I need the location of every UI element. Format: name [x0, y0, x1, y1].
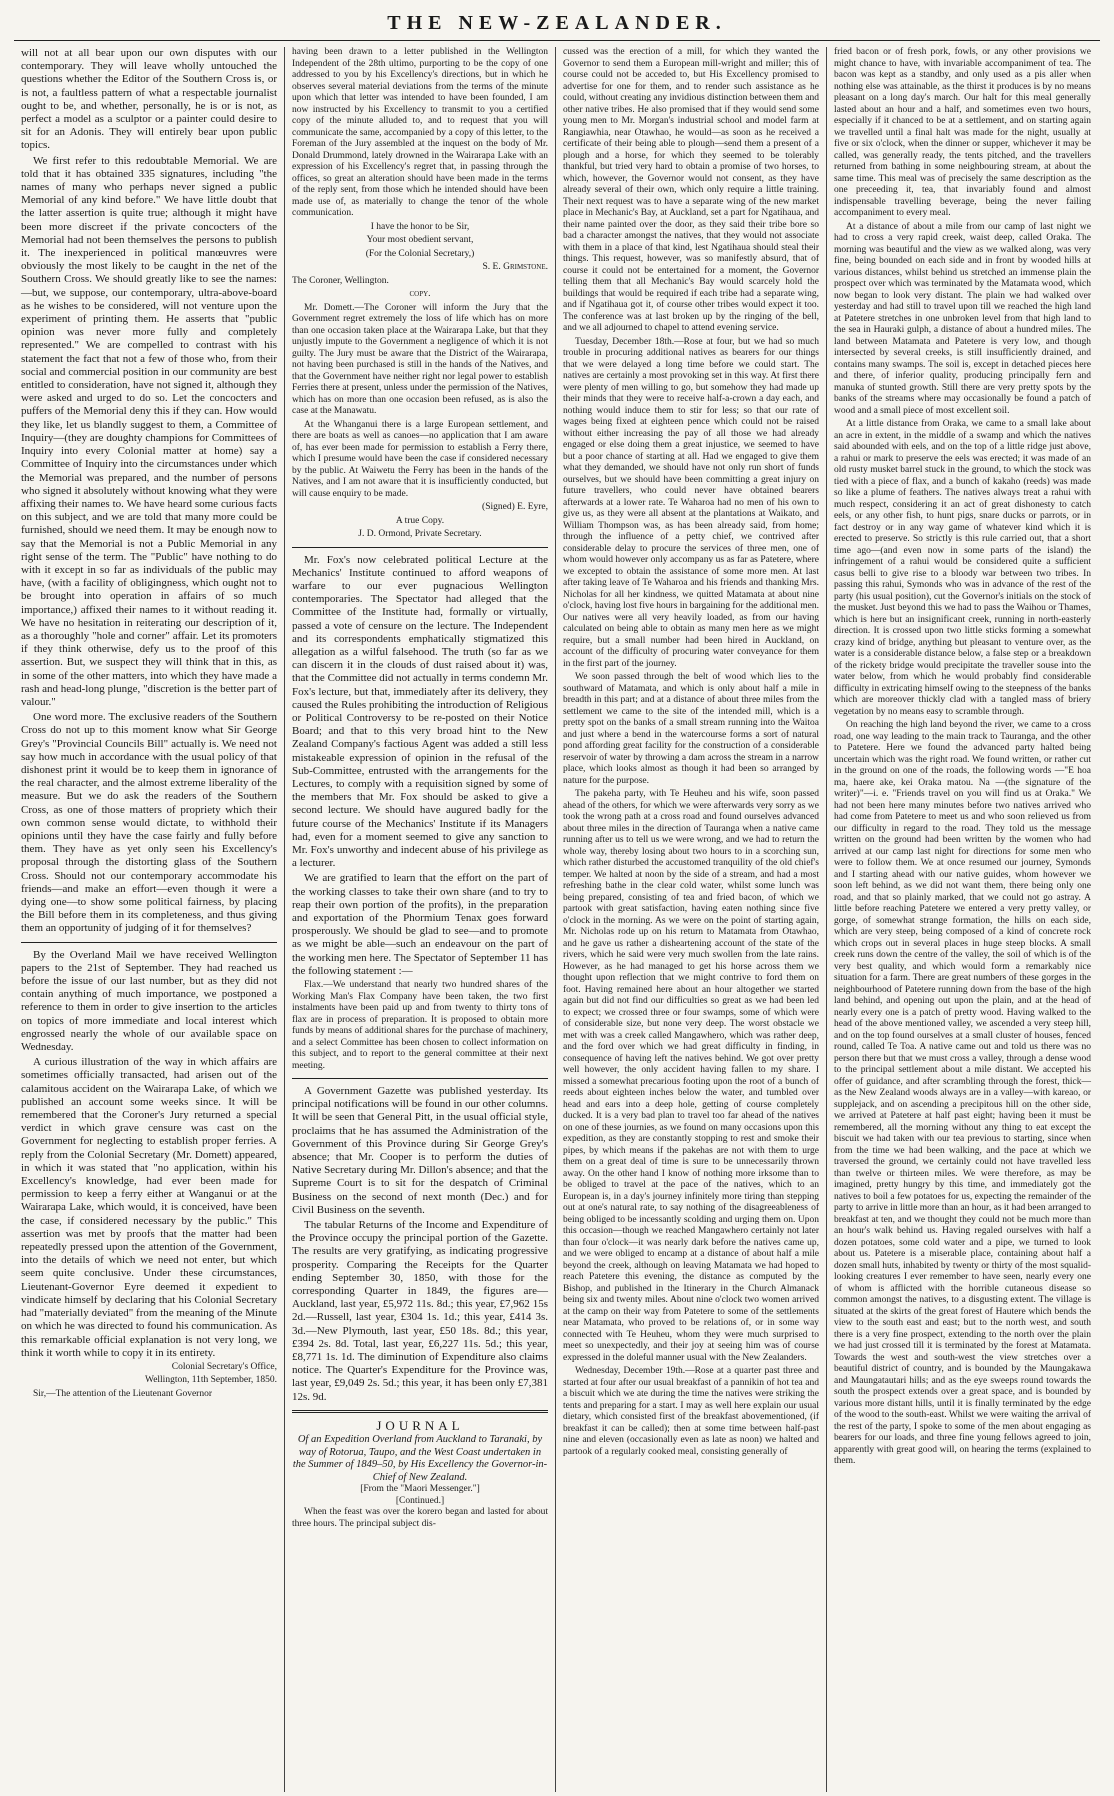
section-divider: [292, 1410, 548, 1413]
minute-paragraph: At the Whanganui there is a large European settlement, and there are boats as well as canoes—no application that I am aware of, has ever been made for permission to establish a Ferry there, which I presume would have been the case if considered necessary by the public. At Waiwetu the Ferry has been in the hands of the Natives, and I am not aware that it is insufficiently conducted, but will cause enquiry to be made.: [292, 419, 548, 499]
journal-paragraph: Wednesday, December 19th.—Rose at a quarter past three and started at four after our usual breakfast of a pannikin of hot tea and a biscuit which we ate during the time the natives were striking the tents and preparing for a start. I may as well here explain our usual dietary, which consisted first of the breakfast abovementioned, (if breakfast it can be called); then at some time between half-past nine and eleven (occasionally even as late as noon) we halted and partook of a regularly cooked meal, consisting generally of: [563, 1366, 819, 1457]
article-paragraph: We are gratified to learn that the effort on the part of the working classes to take their own share (and to try to reap their own portion of the profits), in the preparation and exportation of the Phormium Tenax goes forward prosperously. We should be glad to see—and to promote as we might be able—such an endeavour on the part of the working men here. The Spectator of September 11 has the following statement :—: [292, 872, 548, 977]
quoted-paragraph: Flax.—We understand that nearly two hundred shares of the Working Man's Flax Company have been taken, the two first instalments have been paid up and from twenty to thirty tons of flax are in process of preparation. It is proposed to obtain more funds by means of additional shares for the purchase of machinery, and a select Committee has been chosen to collect information on this subject, and to report to the general committee at their next meeting.: [292, 980, 548, 1071]
article-paragraph: The tabular Returns of the Income and Expenditure of the Province occupy the principal portion of the Gazette. The results are very gratifying, as indicating progressive prosperity. Comparing the Receipts for the Quarter ending September 30, 1850, with those for the corresponding Quarter in 1849, the figures are—Auckland, last year, £5,972 11s. 8d.; this year, £7,962 15s 2d.—Russell, last year, £304 1s. 1d.; this year, £414 3s. 3d.—New Plymouth, last year, £50 18s. 8d.; this year, £394 2s. 8d. Total, last year, £6,227 11s. 5d.; this year, £8,771 1s. 1d. The diminution of Expenditure also claims notice. The Quarter's Expenditure for the Province was, last year, £9,049 2s. 5d.; this year, it has been only £7,381 12s. 9d.: [292, 1219, 548, 1403]
true-copy-line: J. D. Ormond, Private Secretary.: [358, 529, 482, 539]
letter-signature-line: Colonial Secretary's Office,: [171, 1361, 277, 1372]
letter-closing: Your most obedient servant,: [366, 235, 474, 245]
column-4: [827, 47, 1098, 1792]
letter-signatory: S. E. Grimstone.: [482, 262, 548, 272]
column-2: [285, 47, 556, 1792]
article-paragraph: A Government Gazette was published yesterday. Its principal notifications will be found in our other columns. It will be seen that General Pitt, in the usual official style, proclaims that he has assumed the Administration of the Government of this Province during Sir George Grey's absence; that Mr. Cooper is to perform the duties of Native Secretary during Mr. Dillon's absence; and that the Supreme Court is to sit for the despatch of Criminal Business on the second of next month (Dec.) and for Civil Business on the seventh.: [292, 1085, 548, 1216]
true-copy-line: A true Copy.: [395, 515, 445, 526]
journal-paragraph: We soon passed through the belt of wood which lies to the southward of Matamata, and which is only about half a mile in breadth in this part; and at a distance of about three miles from the settlement we came to the site of the intended mill, which is a pretty spot on the banks of a small stream running into the Waitoa and just where a bend in the watercourse forms a sort of natural pond affording great facility for the construction of a considerable reservoir of water by throwing a dam across the stream in a narrow place, which looks almost as though it had been so arranged by nature for the purpose.: [563, 672, 819, 786]
letter-addressee: The Coroner, Wellington.: [292, 275, 389, 286]
journal-paragraph: Tuesday, December 18th.—Rose at four, but we had so much trouble in procuring additional natives as bearers for our things that we were delayed a long time before we could start. The natives are certainly a most provoking set in this way. At first there were plenty of men willing to go, but somehow they had made up their minds that they were to receive half-a-crown a day each, and nothing would induce them to stir for less; so that our rate of wages being fixed at eighteen pence which could not be raised without either increasing the pay of all those we had already engaged or else doing them a great injustice, we seemed to have but a poor chance of starting at all. Had we engaged to give them what they demanded, we should have not only run short of funds ourselves, but we should have been committing a great injury on future travellers, who could never have obtained bearers afterwards at a lower rate. Te Waharoa had no men of his own to give us, as they were all absent at the plantations at Waikato, and William Thompson was, as has been already said, from home; through the influence of a petty chief, we contrived after considerable delay to procure the services of three men, one of whom would however only accompany us as far as Patetere, where we excepted to obtain the assistance of some more men. At last after taking leave of Te Waharoa and his friends and thanking Mrs. Nicholas for all her kindness, we quitted Matamata at about nine o'clock, having lost five hours in bargaining for the additional men. Our natives were all very heavily loaded, as from our having calculated on being able to obtain as many men here as we might require, but a small number had been hired in Auckland, on account of the difficulty of procuring water conveyance for them in the first part of the journey.: [563, 336, 819, 669]
article-paragraph: We first refer to this redoubtable Memorial. We are told that it has obtained 335 signatures, including "the names of many who perhaps never signed a public Memorial of any kind before." We have little doubt that the latter assertion is quite true; although it might have been more discreet if the private concocters of the Memorial had not been themselves the persons to publish it. The inexperienced in political manœuvres were obviously the most likely to be caught in the net of the Southern Cross. We should greatly like to see the names:—but, we suppose, our contemporary, ultra-above-board as he wishes to be considered, will not venture upon the experiment of printing them. He asserts that "public opinion was never more fully and completely represented." We are compelled to contrast with his statement the fact that not a few of those who, from their social and commercial position in our community are best entitled to consideration, have not signed it, although they were asked and urged to do so. Let the concocters and puffers of the Memorial deny this if they can. How would they like, let us blandly suggest to them, a Committee of Inquiry—(they are doughty champions for Committees of Inquiry into every Colonial matter at home) say a Committee of Inquiry into the circumstances under which the Memorial was prepared, and the number of persons who signed it absolutely without knowing what they were affixing their names to. We have heard some curious facts on this subject, and we are told that many more could be furnished, should we need them. It may be enough now to say that the Memorial is not a Public Memorial in any right sense of the term. The "Public" have nothing to do with it except in so far as individuals of the public may have, (with a facility of obligingness, which ought not to be brought into operation in affairs of so much importance,) affixed their names to it without reading it. We have no hesitation in reiterating our description of it, as a thoroughly "hole and corner" affair. Let its promoters if they think otherwise, defy us to the proof of this assertion. But, we suspect they will think that in this, as in some of the other matters, into which they have made a rash and head-long plunge, "discretion is the better part of valour.": [21, 154, 277, 708]
copy-heading: copy.: [409, 289, 431, 299]
article-divider: [292, 1078, 548, 1079]
article-paragraph: A curious illustration of the way in which affairs are sometimes officially transacted, had arisen out of the calamitous accident on the Wairarapa Lake, of which we published an account some weeks since. It will be remembered that the Coroner's Jury returned a special verdict in which grave censure was cast on the Government for neglecting to establish proper ferries. A reply from the Colonial Secretary (Mr. Domett) appeared, in which it was stated that "no application, within his Excellency's knowledge, had ever been made for permission to keep a ferry either at Wanganui or at the Wairarapa Lake, which would, it is conceived, have been the case, if considered necessary by the public." This assertion was met by proofs that the matter had been repeatedly pressed upon the attention of the Government, into the details of which we need not enter, but which seem quite conclusive. Under these circumstances, Lieutenant-Governor Eyre deemed it expedient to vindicate himself by declaring that his Colonial Secretary had "materially deviated" from the meaning of the Minute on which he was directed to found his communication. As this remarkable official explanation is not very long, we think it worth while to copy it in its entirety.: [21, 1056, 277, 1359]
article-divider: [21, 942, 277, 943]
journal-paragraph: fried bacon or of fresh pork, fowls, or any other provisions we might chance to have, with invariable accompaniment of tea. The bacon was kept as a standby, and only used as a pis aller when nothing else was attainable, as the thirst it produces is by no means pleasant on a long day's march. Our halt for this meal generally lasted about an hour and a half, and sometimes even two hours, especially if it chanced to be at a settlement, and on starting again we travelled until a final halt was made for the night, usually at five or six o'clock, when the dinner or supper, whichever it may be called, was generally ready, the tents pitched, and the travellers returned from bathing in some neighbouring stream, at about the same time. This meal was of precisely the same description as the one preceeding it, tea, that invariably found and almost indispensable travelling beverage, being the never failing accompaniment to every meal.: [834, 47, 1091, 218]
article-paragraph: One word more. The exclusive readers of the Southern Cross do not up to this moment know what Sir George Grey's "Provincial Councils Bill" actually is. We need not say how much in accordance with the usual policy of that dishonest print it would be to keep them in ignorance of the real character, and the almost extreme liberality of the measure. But we do ask the readers of the Southern Cross, as one of those matters of propriety which their own common sense would dictate, to withhold their opinions until they have the case fairly and fully before them. They have as yet only seen his Excellency's proposal through the distorting glass of the Southern Cross. Should not our contemporary accommodate his friends—and make an effort—even though it were a dying one—to show some political fairness, by placing the Bill before them in its completeness, and thus giving them an opportunity of judging of it for themselves?: [21, 711, 277, 935]
columns: [14, 47, 1100, 1792]
journal-paragraph: At a distance of about a mile from our camp of last night we had to cross a very rapid creek, waist deep, called Oraka. The morning was beautiful and the view as we walked along, was very fine, being bounded on each side and in front by wooded hills at various distances, whilst behind us stretched an immense plain the prospect over which was terminated by the Matamata wood, which now began to look very distant. The plain we had walked over yesterday and had still to travel upon till we reached the high land at Patetere stretches in one unbroken level from that high land to the sea in Hauraki gulph, a distance of about a hundred miles. The land between Matamata and Patetere is very low, and though intersected by several creeks, is still insufficiently drained, and contains many swamps. The soil is, except in detached pieces here and there, of inferior quality, producing principally fern and manuka of stunted growth. Still there are very pretty spots by the banks of the streams where may occasionally be found a patch of wood and a small piece of most excellent soil.: [834, 221, 1091, 416]
minute-signature: (Signed) E. Eyre,: [482, 502, 548, 512]
journal-paragraph: cussed was the erection of a mill, for which they wanted the Governor to send them a European mill-wright and miller; this of course could not be acceded to, but His Excellency promised to advertise for one for them, and to render such assistance as he could, without creating any invidious distinction between them and other native tribes. He also promised that if they would send some young men to Mr. Morgan's industrial school and model farm at Rangiawhia, near Otawhao, he would—as soon as he received a certificate of their being able to plough—send them a present of a plough and a horse, for which they seemed to be tolerably thankful, but tried very hard to obtain a promise of two horses, to which, however, the Governor would not consent, as they have already several of their own, which only require a little training. Their next request was to have a separate wing of the new market place in Mechanic's Bay, at Auckland, set a part for Ngatihaua, and their name painted over the door, as they said their tribe bore so bad a character amongst the natives, that they would not associate with them in a place of that kind, lest Ngatihaua should steal their things. This request, however, was so manifestly absurd, that of course it could not be entertained for a moment, the Governor telling them that all Mechanic's Bay would scarcely hold the buildings that would be required if each tribe had a separate wing, and if Ngatihaua got it, of course other tribes would expect it too. The conference was at last broken up by the ringing of the bell, and we all adjourned to chapel to attend evening service.: [563, 47, 819, 333]
minute-paragraph: Mr. Domett.—The Coroner will inform the Jury that the Government regret extremely the loss of life which has on more than one occasion taken place at the Wairarapa Lake, but that they unjustly impute to the Government a negligence of which it is not guilty. The Jury must be aware that the District of the Wairarapa, not having been purchased is still in the hands of the Natives, and that the Government have neither right nor legal power to establish Ferries there at present, unless under the permission of the Natives, which has on more than one occasion been refused, as is also the case at the Manawatu.: [292, 302, 548, 416]
article-paragraph: will not at all bear upon our own disputes with our contemporary. They will leave wholly untouched the questions whether the Editor of the Southern Cross is, or is not, a faultless pattern of what a respectable journalist ought to be, and whether, personally, he is or is not, as perfect a model as a sculptor or a painter could desire to sit for an Adonis. They will entirely bear upon public topics.: [21, 47, 277, 152]
journal-heading: JOURNAL: [376, 1417, 464, 1433]
article-divider: [292, 547, 548, 548]
column-3: [556, 47, 827, 1792]
journal-paragraph: When the feast was over the korero began and lasted for about three hours. The principal subject dis-: [292, 1507, 548, 1529]
article-paragraph: Mr. Fox's now celebrated political Lecture at the Mechanics' Institute continued to afford weapons of warfare to our ever pugnacious Wellington contemporaries. The Spectator had alleged that the Committee of the Institute had, formally or virtually, passed a vote of censure on the lecture. The Independent and its correspondents emphatically stigmatized this allegation as a wilful falsehood. The truth (so far as we can discern it in the clouds of dust raised about it) was, that the Committee did not actually in terms condemn Mr. Fox's lecture, but that, immediately after its delivery, they caused the Rules prohibiting the introduction of Religious or Political Controversy to be re-posted on their Notice Board; and that to this very broad hint to the New Zealand Company's factious Agent was added a still less mistakeable expression of opinion in the refusal of the Sub-Committee, entrusted with the arrangements for the Lectures, to comply with a requisition signed by some of the members that Mr. Fox should be asked to give a second lecture. We should have augured badly for the future course of the Mechanics' Institute if its Managers had, even for a moment seemed to give any sanction to Mr. Fox's unworthy and indecent abuse of his privilege as a lecturer.: [292, 553, 548, 870]
letter-signature-line: Wellington, 11th September, 1850.: [144, 1375, 277, 1386]
letter-paragraph: Sir,—The attention of the Lieutenant Governor: [33, 1388, 213, 1399]
journal-continued: [Continued.]: [395, 1495, 445, 1506]
journal-source: [From the "Maori Messenger."]: [360, 1484, 480, 1495]
journal-paragraph: At a little distance from Oraka, we came to a small lake about an acre in extent, in the middle of a swamp and which the natives said abounded with eels, and on the top of a little ridge just above, a rahui or mark to preserve the eels was erected; it was made of an old rusty musket barrel stuck in the ground, to which the stock was tied with a piece of flax, and a bunch of kakaho (reeds) was made so like a plume of feathers. The natives always treat a rahui with much respect, considering it an act of great dishonesty to catch eels, or any other fish, to hunt pigs, snare ducks or parrots, or in fact destroy or in any way game of whatever kind which it is erected to preserve. So strictly is this rule carried out, that a short time ago—(and even now in some parts of the island) the infringement of a rahui would be considered quite a sufficient casus belli to give rise to a bloody war between two tribes. In passing this rahui, Symonds who was in advance of the rest of the party (his usual position), cut the Governor's initials on the stock of the musket. Just beyond this we had to pass the Waihou or Thames, which is here but an insignificant creek, running in north-easterly direction. It is crossed upon two little sticks forming a somewhat crazy kind of bridge, anything but pleasant to venture over, as the water is a considerable distance below, a false step or a breakdown of the rickety bridge would precipitate the traveller souse into the water below, from which he would probably find considerable difficulty in extricating himself owing to the steepness of the banks which are moreover thickly clad with a tangled mass of briery vegetation by no means easy to scramble through.: [834, 419, 1091, 717]
journal-subheading: Of an Expedition Overland from Auckland to Taranaki, by way of Rotorua, Taupo, and the West Coast undertaken in the Summer of 1849–50, by His Excellency the Governor-in-Chief of New Zealand.: [292, 1434, 548, 1483]
journal-paragraph: On reaching the high land beyond the river, we came to a cross road, one way leading to the main track to Tauranga, and the other to Patetere. Here we found the advanced party halted being uncertain which was the right road. We found written, or rather cut in the ground on one of the roads, the following words —"E hoa ma, haere ake, kei Oraka matou. Na —(the signature of the writer)"—i. e. "Friends travel on you will find us at Oraka." We had not been here many minutes before two natives arrived who had come from Patetere to meet us and who soon relieved us from our difficulty in regard to the road. They told us the message written on the ground had been written by the women who had arrived at our camp last night for directions for some men who were to follow them. We at once resumed our journey, Symonds and I starting ahead with our native guides, whom however we soon left behind, as we did not want them, there being only one road, and that so plainly marked, that we could not go astray. A little before reaching Patetere we entered a very pretty valley, or gorge, of somewhat strange formation, the hills on each side, which are very steep, being composed of a kind of concrete rock which crops out in several places in huge steep blocks. A small creek runs down the centre of the valley, the soil of which is of the very best quality, and which would form a remarkably nice situation for a farm. There are great numbers of these gorges in the neighbourhood of Patetere running down from the base of the high land behind, and opening out upon the plain, and at the head of nearly every one is a patch of pretty wood. Having walked to the head of the above mentioned valley, we ascended a very steep hill, and on the top found ourselves at a small cluster of houses, fenced round, called Te Toa. A native came out and told us there was no person there but that we must cross a valley, through a dense wood to the principal settlement about a mile distant. We accepted his offer of guidance, and after scrambling through the forest, thick—as the New Zealand woods always are in a valley—with kareao, or supplejack, and on ascending a precipitous hill on the other side, we arrived at Patetere at half past eight; having been it must be remembered, all the morning without any thing to eat except the biscuit we had taken with our tea previous to starting, since when from the time we had been walking, and the pace at which we traversed the ground, we certainly could not have travelled less than twelve or thirteen miles. We were therefore, as may be imagined, pretty hungry by this time, and immediately got the natives to boil a few potatoes for us, expecting the remainder of the party to arrive in little more than an hour, as it had been arranged to breakfast at ten, and we thought they could not be much more than an hour's walk behind us. Having regaled ourselves with half a dozen potatoes, some cold water and a pipe, we turned to look about us. Patetere is a miserable place, containing about half a dozen small huts, inhabited by twenty or thirty of the most squalid-looking creatures I ever remember to have seen, nearly every one of whom is afflicted with the horrible cutaneous disease so common amongst the natives, to a disgusting extent. The village is situated at the skirts of the great forest of Hautere which bends the view to the south east and east; but to the north west, and south there is a very fine prospect, extending to the north over the plain we had just crossed till it is terminated by the forest at Matamata. Towards the west and south-west the view stretches over a beautiful district of country, and is bounded by the Maungakawa and Maungatautari hills; and as the eye sweeps round towards the south the prospect extends over a great space, and is bounded by various more distant hills, until it is finally terminated by the edge of the wood to the south-east. Whilst we were waiting the arrival of the rest of the party, I spoke to some of the men about engaging as bearers for our loads, and three fine young fellows agreed to join, apparently with great good will, on hearing the terms (explained to them.: [834, 720, 1091, 1466]
letter-paragraph: having been drawn to a letter published in the Wellington Independent of the 28th ultimo, purporting to be the copy of one addressed to you by his Excellency's directions, but in which he observes several material deviations from the terms of the minute upon which that letter was intended to have been founded, I am now instructed by his Excellency to transmit to you a certified copy of the minute alluded to, and to request that you will communicate the same, accompanied by a copy of this letter, to the Foreman of the Jury assembled at the inquest on the body of Mr. Donald Drummond, lately drowned in the Wairarapa Lake with an expression of his Excellency's regret that, in passing through the offices, so great an alteration should have been made in the terms of the reply sent, from those which he intended should have been made use of, as materially to change the tenor of the whole communication.: [292, 47, 548, 218]
newspaper-title: THE NEW-ZEALANDER.: [387, 11, 727, 34]
letter-closing: I have the honor to be Sir,: [370, 221, 470, 232]
letter-closing: (For the Colonial Secretary,): [365, 248, 475, 259]
journal-paragraph: The pakeha party, with Te Heuheu and his wife, soon passed ahead of the others, for which we were afterwards very sorry as we took the wrong path at a cross road and found ourselves advanced about three miles in the direction of Tauranga when a native came running after us to tell us we were wrong, and we had to return the whole way, thereby losing about two hours to in a scorching sun, which rather disturbed the accustomed tranquility of the old chief's temper. We halted at noon by the side of a stream, and had a most refreshing bathe in the clear cold water, whilst some lunch was being prepared, consisting of tea and fried bacon, of which we partook with great satisfaction, having eaten nothing since five o'clock in the morning. As we were on the point of starting again, Mr. Nicholas rode up on his return to Matamata from Otawhao, and he gave us rather a disheartening account of the state of the rivers, which he said were very much swollen from the late rains. However, as he had managed to get his horse across them we thought upon reflection that we might contrive to ford them on foot. Having remained here about an hour altogether we started again but did not find our difficulties so great as we had been led to expect; we crossed three or four swamps, some of which were of considerable size, but none very deep. The worst obstacle we met with was a creek called Mangawhero, which was rather deep, and the ford over which we had great difficulty in finding, in consequence of having left the natives behind. We got over pretty well however, the only accident having fallen to my share. I missed a somewhat precarious footing upon the root of a bunch of reeds about eighteen inches below the water, and tumbled over head and ears into a deep hole, getting of course completely ducked. It is a very bad plan to travel too far ahead of the natives on one of these journies, as we found on many occasions upon this expedition, as they are constantly stopping to rest and smoke their pipes, by which means if the pakehas are not with them to urge them on a great deal of time is sure to be unnecessarily thrown away. On the other hand I know of nothing more irksome than to be obliged to travel at the pace of the natives, which to an European is, in a day's journey infinitely more tiring than stepping out at one's natural rate, to say nothing of the disagreeableness of being obliged to be incessantly scolding and urging them on. Upon this occasion—though we reached Mangawhero certainly not later than four o'clock—it was nearly dark before the natives came up, and we were obliged to encamp at a distance of about half a mile beyond the creek, although on leaving Matamata we had hoped to reach Patetere this evening, the distance as computed by the Bishop, and published in the Itinerary in the Church Almanack being six and twenty miles. About nine o'clock two women arrived at the camp on their way from Patetere to some of the settlements near Matamata, who proved to be relations of, or in some way connected with Te Heuheu, whom they were much surprised to meet so unexpectedly, and their joy at seeing him was of course expressed in the doleful manner usual with the New Zealanders.: [563, 789, 819, 1363]
masthead: [14, 6, 1100, 41]
column-1: [14, 47, 285, 1792]
article-paragraph: By the Overland Mail we have received Wellington papers to the 21st of September. They had reached us before the issue of our last number, but as they did not contain anything of much importance, we postponed a reference to them in order to give insertion to the articles on topics of more immediate and local interest which engrossed nearly the whole of our available space on Wednesday.: [21, 948, 277, 1054]
